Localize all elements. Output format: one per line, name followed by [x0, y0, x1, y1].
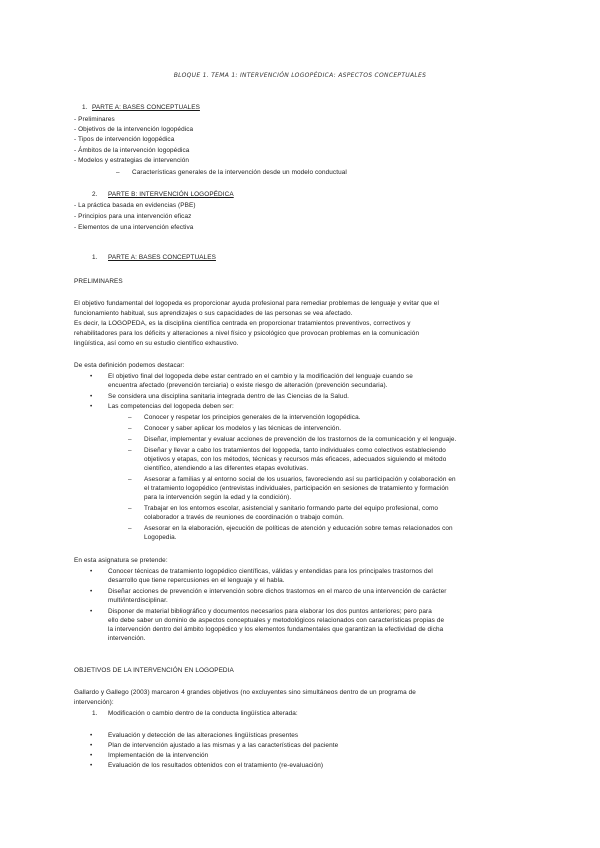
- toc-item: - La práctica basada en evidencias (PBE): [74, 202, 196, 209]
- asignatura-intro: En esta asignatura se pretende:: [74, 557, 168, 564]
- list-item-cont: la intervención dentro del ámbito logopédico y los elementos fundamentales que garantizan la efectividad de dicha: [108, 626, 444, 633]
- toc-item: - Preliminares: [74, 116, 115, 123]
- toc-item: - Modelos y estrategias de intervención: [74, 157, 190, 164]
- list-item: • Conocer técnicas de tratamiento logopédico científicas, válidas y entendidas para los principales trastornos del: [108, 568, 433, 576]
- list-item: • Se considera una disciplina sanitaria integrada dentro de las Ciencias de la Salud.: [108, 393, 349, 401]
- toc-item: - Objetivos de la intervención logopédica: [74, 126, 194, 133]
- competencia-item: – Diseñar, implementar y evaluar acciones de prevención de los trastornos de la comunicación y el lenguaje.: [144, 436, 456, 444]
- objetivos-title: OBJETIVOS DE LA INTERVENCIÓN EN LOGOPEDIA: [74, 667, 234, 674]
- destacar-intro: De esta definición podemos destacar:: [74, 362, 185, 369]
- toc-item: - Principios para una intervención eficaz: [74, 213, 192, 220]
- toc-part-a-num: 1.: [82, 104, 88, 111]
- preliminares-title: PRELIMINARES: [74, 278, 123, 285]
- competencia-cont: para la intervención según la edad y la condición).: [144, 494, 292, 501]
- section-heading: 1. PARTE A: BASES CONCEPTUALES: [92, 254, 216, 261]
- competencia-item: – Asesorar en la elaboración, ejecución de políticas de atención y educación sobre temas relacionados con: [144, 525, 453, 533]
- competencia-item: – Trabajar en los entornos escolar, asistencial y sanitario formando parte del equipo profesional, como: [144, 505, 438, 513]
- list-item: • Evaluación y detección de las alteraciones lingüísticas presentes: [108, 732, 298, 740]
- toc-part-b-num: 2.: [92, 191, 98, 198]
- list-item: • Diseñar acciones de prevención e intervención sobre dichos trastornos en el marco de una intervención de carácter: [108, 588, 446, 596]
- paragraph-line: rehabilitadores para los déficits y alteraciones a nivel físico y psicológico que provocan problemas en la comunicación: [74, 330, 420, 337]
- toc-item: - Tipos de intervención logopédica: [74, 136, 175, 143]
- competencia-item: – Conocer y respetar los principios generales de la intervención logopédica.: [144, 414, 361, 422]
- competencia-item: – Diseñar y llevar a cabo los tratamientos del logopeda, tanto individuales como colectivos estableciendo: [144, 447, 446, 455]
- list-item-cont: multi/interdisciplinar.: [108, 597, 168, 604]
- list-item-cont: ello debe saber un dominio de aspectos conceptuales y metodológicos relacionados con características propias de: [108, 617, 445, 624]
- competencia-cont: científico, atendiendo a las diferentes etapas evolutivas.: [144, 465, 309, 472]
- paragraph-line: Es decir, la LOGOPEDA, es la disciplina científica centrada en proporcionar tratamientos preventivos, correctivos y: [74, 320, 411, 327]
- paragraph-line: lingüística, así como en su estudio científico exhaustivo.: [74, 340, 239, 347]
- list-item: • Plan de intervención ajustado a las mismas y a las características del paciente: [108, 742, 338, 750]
- competencia-item: – Asesorar a familias y al entorno social de los usuarios, favoreciendo así su participación y colaboración en: [144, 476, 456, 484]
- toc-subitem: – Características generales de la intervención desde un modelo conductual: [132, 169, 347, 177]
- list-item: • El objetivo final del logopeda debe estar centrado en el cambio y la modificación del lenguaje cuando se: [108, 373, 413, 381]
- objetivo-1: 1. Modificación o cambio dentro de la conducta lingüística alterada:: [92, 710, 298, 717]
- page-header: BLOQUE 1. TEMA 1: INTERVENCIÓN LOGOPÉDICA: ASPECTOS CONCEPTUALES: [173, 72, 427, 79]
- paragraph-line: intervención):: [74, 699, 114, 706]
- list-item-cont: encuentra afectado (prevención terciaria) o existe riesgo de alteración (prevención secundaria).: [108, 382, 388, 389]
- paragraph-line: Gallardo y Gallego (2003) marcaron 4 grandes objetivos (no excluyentes sino simultáneos dentro de un programa de: [74, 689, 416, 696]
- list-item: • Las competencias del logopeda deben ser:: [108, 403, 234, 411]
- competencia-cont: colaborador a través de reuniones de coordinación o trabajo común.: [144, 514, 344, 521]
- list-item: • Implementación de la intervención: [108, 752, 208, 760]
- list-item-cont: desarrollo que tiene repercusiones en el lenguaje y el habla.: [108, 577, 285, 584]
- paragraph-line: El objetivo fundamental del logopeda es proporcionar ayuda profesional para remediar problemas de lenguaje y evitar que el: [74, 300, 439, 307]
- list-item: • Evaluación de los resultados obtenidos con el tratamiento (re-evaluación): [108, 762, 323, 770]
- list-item-cont: intervención.: [108, 635, 146, 642]
- competencia-cont: Logopedia.: [144, 534, 177, 541]
- paragraph-line: funcionamiento habitual, sus aprendizajes o sus capacidades de las personas se vea afectado.: [74, 310, 353, 317]
- toc-item: - Elementos de una intervención efectiva: [74, 224, 194, 231]
- toc-item: - Ámbitos de la intervención logopédica: [74, 147, 190, 154]
- toc-part-a-title: 1. PARTE A: BASES CONCEPTUALES: [82, 104, 200, 111]
- toc-part-b-title: 2. PARTE B: INTERVENCIÓN LOGOPÉDICA: [92, 191, 234, 198]
- competencia-cont: objetivos y etapas, con los métodos, técnicas y recursos más eficaces, adecuados siguiendo el método: [144, 456, 447, 463]
- competencia-cont: el tratamiento logopédico (entrevistas individuales, participación en sesiones de tratamiento y formación: [144, 485, 449, 492]
- list-item: • Disponer de material bibliográfico y documentos necesarios para elaborar los dos puntos anteriores; pero para: [108, 608, 432, 616]
- competencia-item: – Conocer y saber aplicar los modelos y las técnicas de intervención.: [144, 425, 341, 433]
